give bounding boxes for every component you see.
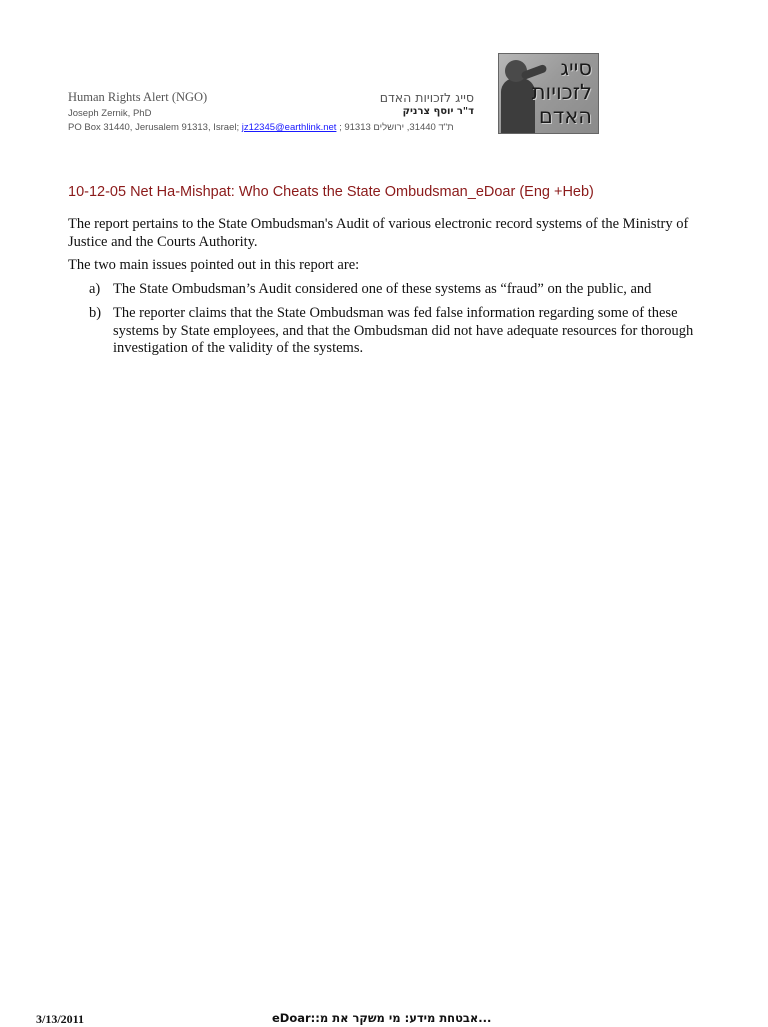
email-link[interactable]: jz12345@earthlink.net	[241, 122, 337, 133]
author-name-english: Joseph Zernik, PhD	[68, 108, 152, 119]
list-item	[68, 305, 700, 358]
list-marker: b)	[89, 305, 102, 321]
address-hebrew: ; 91313 ת"ד 31440, ירושלים	[339, 122, 454, 133]
footer-title: eDoar::אבטחת מידע: מי משקר את מ...	[272, 1011, 492, 1025]
address-line	[68, 122, 488, 133]
paragraph: The report pertains to the State Ombudsman's Audit of various electronic record systems of the Ministry of Justice and the Courts Authority.	[68, 216, 689, 250]
list-item-text: The reporter claims that the State Ombudsman was fed false information regarding some of these systems by State employees, and that the Ombudsman did not have adequate resources for thorough investigation of the validity of the systems.	[113, 305, 694, 356]
issues-list	[68, 281, 700, 358]
list-item	[68, 281, 700, 299]
organization-logo	[498, 53, 599, 134]
list-item-text: The State Ombudsman’s Audit considered one of these systems as “fraud” on the public, and	[113, 280, 652, 297]
logo-text: סייג לזכויות האדם	[531, 56, 592, 128]
document-title: 10-12-05 Net Ha-Mishpat: Who Cheats the State Ombudsman_eDoar (Eng +Heb)	[68, 184, 594, 200]
author-name-hebrew: ד"ר יוסף צרניק	[402, 106, 474, 117]
footer-date: 3/13/2011	[36, 1012, 85, 1026]
list-marker: a)	[89, 280, 101, 297]
org-name-hebrew: סייג לזכויות האדם	[379, 90, 474, 105]
org-name-english: Human Rights Alert (NGO)	[68, 90, 208, 104]
letterhead	[0, 0, 768, 140]
address-english: PO Box 31440, Jerusalem 91313, Israel;	[68, 122, 240, 133]
paragraph: The two main issues pointed out in this report are:	[68, 257, 360, 273]
letterhead-english	[68, 90, 368, 119]
letterhead-hebrew	[340, 90, 474, 118]
document-body	[68, 216, 700, 365]
